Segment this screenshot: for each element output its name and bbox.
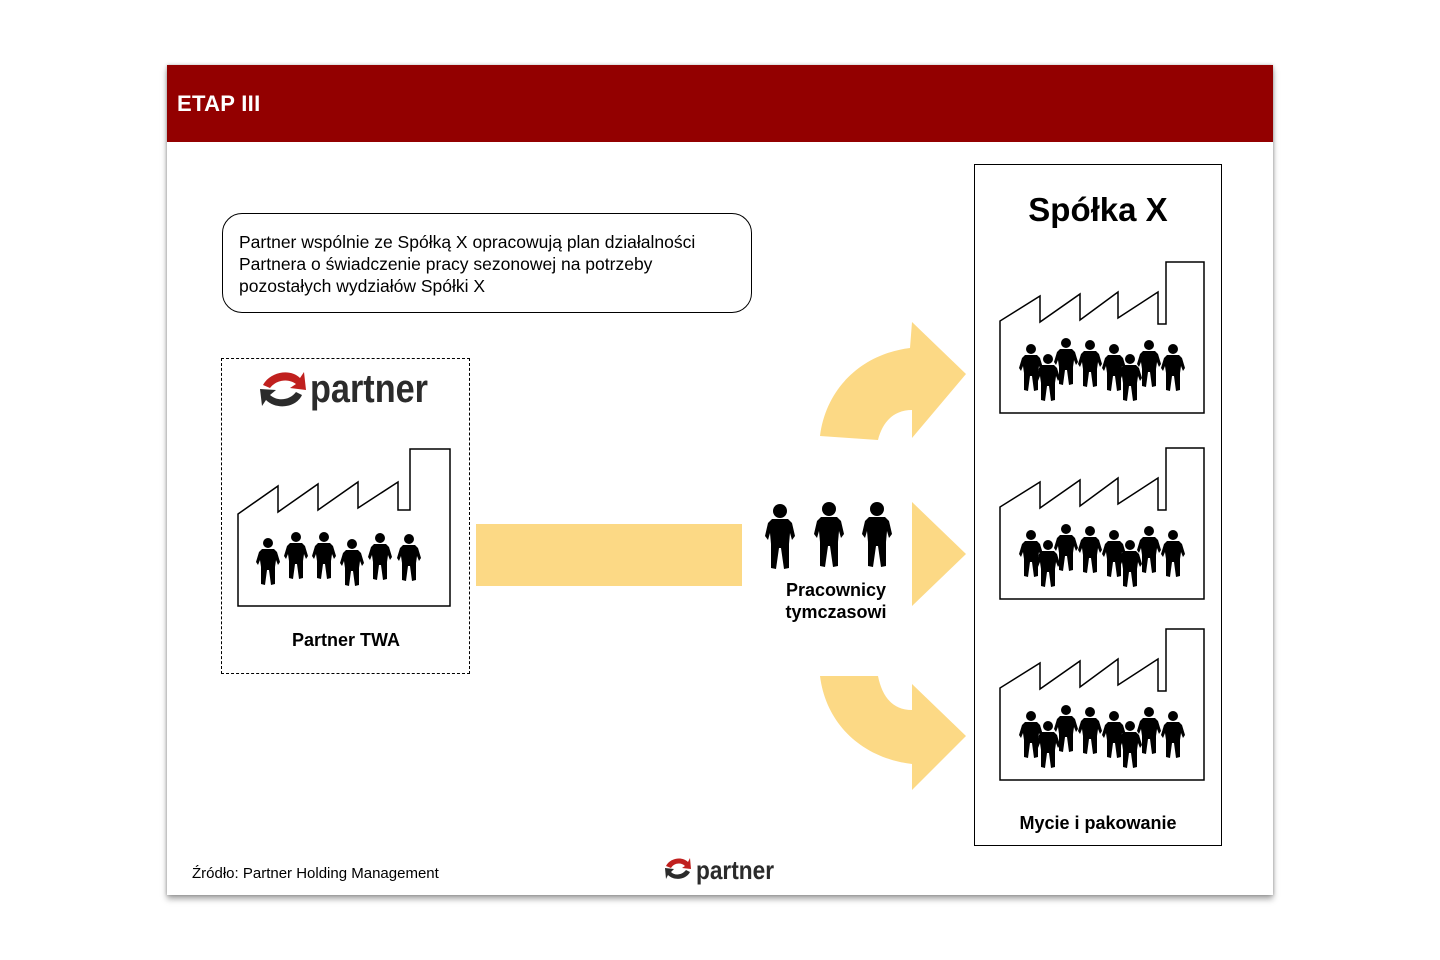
middle-arrow-head-icon [912, 502, 966, 606]
curved-arrow-icon [820, 322, 966, 440]
source-note: Źródło: Partner Holding Management [192, 865, 439, 882]
footer-logo-icon [665, 858, 691, 879]
curved-arrow-down-icon [820, 676, 966, 790]
partner-logo-text: partner [310, 367, 428, 411]
partner-twa-label: Partner TWA [291, 630, 401, 650]
page-title: ETAP III [177, 91, 261, 116]
spolka-x-box [974, 164, 1222, 846]
spolka-x-title: Spółka X [1028, 191, 1168, 228]
factory-icon [238, 449, 450, 606]
note-line-3: pozostałych wydziałów Spółki X [239, 276, 486, 296]
workers-label-line1: Pracownicy [785, 580, 887, 600]
straight-arrow-icon [476, 524, 742, 586]
partner-logo-icon [260, 372, 306, 406]
temporary-workers [765, 502, 892, 569]
footer-logo-text: partner [696, 855, 774, 885]
workers-label-line2: tymczasowi [785, 602, 887, 622]
spolka-bottom-label: Mycie i pakowanie [1019, 813, 1177, 833]
note-line-1: Partner wspólnie ze Spółką X opracowują plan działalności [239, 232, 696, 252]
person-icon [862, 502, 892, 567]
note-line-2: Partnera o świadczenie pracy sezonowej na potrzeby [239, 254, 653, 274]
person-icon [765, 504, 795, 569]
person-icon [814, 502, 844, 567]
